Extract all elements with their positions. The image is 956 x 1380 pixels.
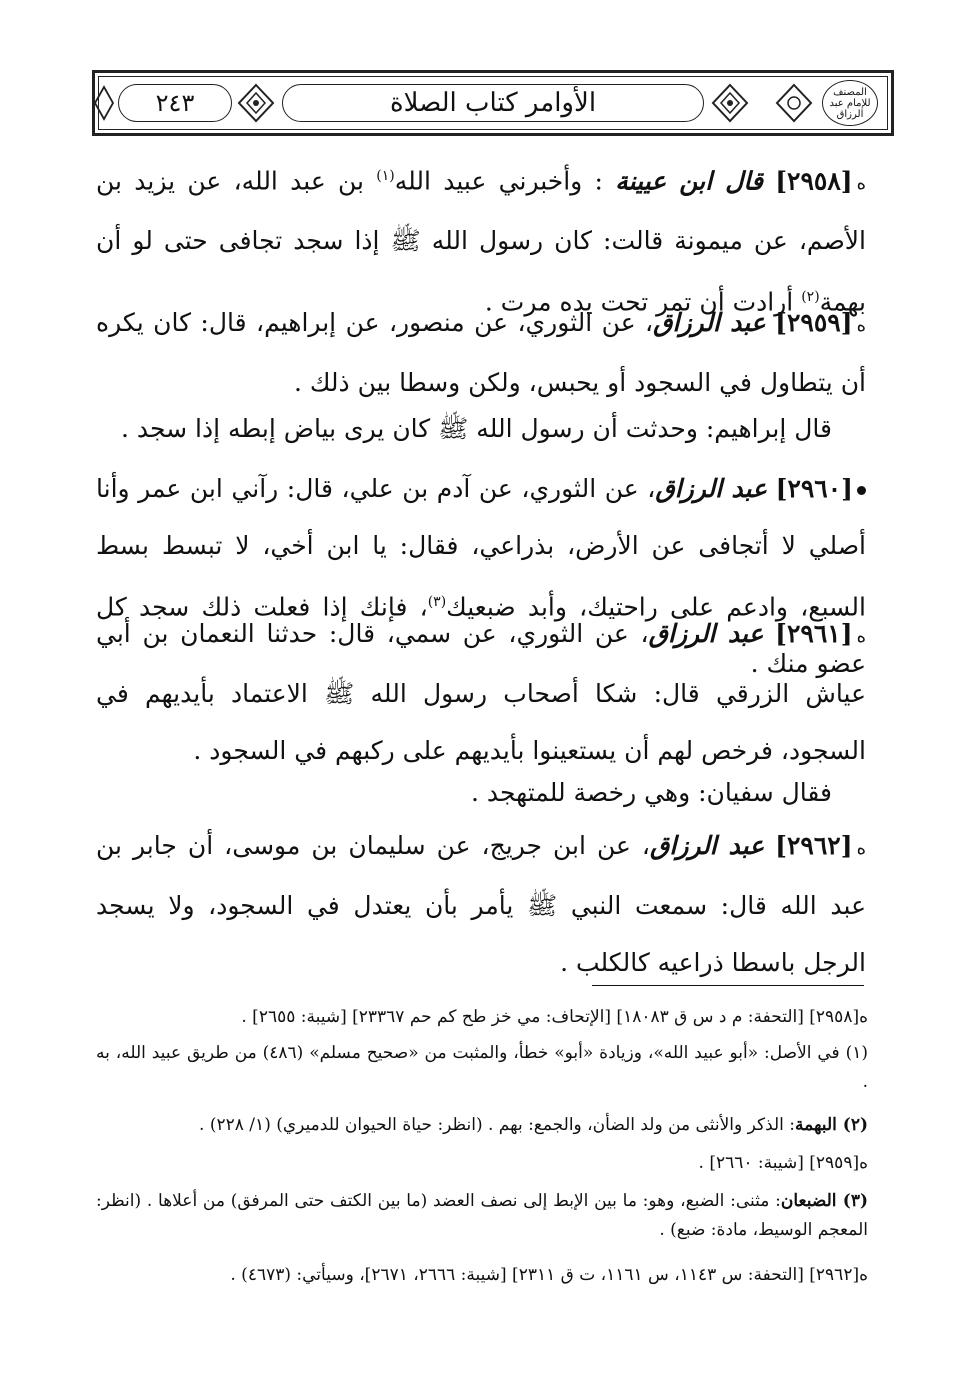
hadith-narrator: قال ابن عيينة [615, 166, 763, 196]
hadith-text: ، عن ابن جريج، عن سليمان بن موسى، أن جابر بن عبد الله قال: سمعت النبي ﷺ يأمر بأن يعتدل في السجود، ولا يسجد الرجل باسطا ذراعيه كالكلب . [96, 831, 866, 977]
footnote-ref: (٣) [427, 594, 447, 610]
hadith-text: أرادت أن تمر تحت يده مرت . [484, 287, 794, 317]
hadith-number: [٢٩٥٩] [775, 308, 853, 337]
footnote-2959: ه[٢٩٥٩] [شيبة: ٢٦٦٠] . [698, 1153, 868, 1173]
hadith-text: ، فإنك إذا فعلت ذلك سجد كل عضو منك . [96, 592, 866, 679]
header-ornament-icon [710, 82, 750, 124]
hadith-marker: ه [856, 173, 867, 195]
header-ornament-icon [236, 82, 276, 124]
footnote-label: (٢) البهمة [795, 1115, 868, 1135]
hadith-text: ، عن الثوري، عن سمي، قال: حدثنا النعمان بن أبي عياش الزرقي قال: شكا أصحاب رسول الله ﷺ الاعتماد بأيديهم في السجود، فرخص لهم أن يستعينوا بأيديهم على ركبهم في السجود . [96, 619, 866, 765]
page-number: ٢٤٣ [118, 84, 232, 122]
hadith-number: [٢٩٥٨] [775, 166, 853, 196]
hadith-marker: ه [856, 838, 866, 859]
footnote-text: : مثنى: الضبع، وهو: ما بين الإبط إلى نصف العضد (ما بين الكتف حتى المرفق) من أعلاها . (انظر: المعجم الوسيط، مادة: ضبع) . [96, 1191, 868, 1240]
footnote-label: (٣) الضبعان [780, 1191, 868, 1211]
footnote-text: : الذكر والأنثى من ولد الضأن، والجمع: بهم . (انظر: حياة الحيوان للدميري) (١/ ٢٢٨) . [199, 1115, 796, 1135]
logo-seal: المصنف للإمام عبد الرزاق [822, 80, 878, 126]
page-header [92, 70, 894, 136]
hadith-text: ، عن الثوري، عن منصور، عن إبراهيم، قال: كان يكره أن يتطاول في السجود أو يحبس، ولكن وسطا بين ذلك . [96, 308, 866, 397]
footnote-divider [592, 985, 864, 986]
hadith-marker: ه [856, 626, 866, 647]
hadith-text: : وأخبرني عبيد الله [394, 166, 603, 196]
hadith-continuation: فقال سفيان: وهي رخصة للمتهجد . [471, 778, 832, 807]
running-title: الأوامر كتاب الصلاة [282, 84, 704, 122]
hadith-narrator: عبد الرزاق [648, 619, 764, 648]
footnote-ref: (٢) [801, 289, 820, 306]
header-ornament-icon [774, 82, 814, 124]
hadith-number: [٢٩٦٠] [775, 474, 853, 503]
footnote-2958: ه[٢٩٥٨] [التحفة: م د س ق ١٨٠٨٣] [الإتحاف: مي خز طح كم حم ٢٣٣٦٧] [شيبة: ٢٦٥٥] . [241, 1007, 868, 1027]
footnote-3 [96, 1187, 868, 1245]
hadith-text: ، عن الثوري، عن آدم بن علي، قال: رآني ابن عمر وأنا أصلي لا أتجافى عن الأرض، بذراعي، فقال: يا ابن أخي، لا تبسط بسط السبع، وادعم على راحتيك، وأبد ضبعيك [96, 474, 866, 622]
footnote-2 [96, 1111, 868, 1140]
hadith-marker: ه [856, 315, 866, 336]
hadith-text: بن عبد الله، عن يزيد بن الأصم، عن ميمونة قالت: كان رسول الله ﷺ إذا سجد تجافى حتى لو أن بهمة [96, 166, 866, 317]
header-ornament-icon [92, 82, 116, 124]
hadith-2962 [96, 817, 866, 991]
hadith-2961 [96, 605, 866, 779]
bullet-icon [857, 486, 866, 495]
hadith-continuation: قال إبراهيم: وحدثت أن رسول الله ﷺ كان يرى بياض إبطه إذا سجد . [120, 414, 832, 443]
hadith-2959 [96, 294, 866, 411]
footnote-ref: (١) [376, 168, 395, 184]
hadith-number: [٢٩٦٢] [775, 831, 853, 860]
hadith-narrator: عبد الرزاق [653, 308, 766, 337]
hadith-narrator: عبد الرزاق [655, 474, 768, 503]
footnote-1: (١) في الأصل: «أبو عبيد الله»، وزيادة «أبو» خطأ، والمثبت من «صحيح مسلم» (٤٨٦) من طريق عبيد الله، به . [96, 1043, 868, 1092]
hadith-number: [٢٩٦١] [775, 619, 853, 648]
hadith-narrator: عبد الرزاق [649, 831, 765, 860]
footnote-2962: ه[٢٩٦٢] [التحفة: س ١١٤٣، س ١١٦١، ت ق ٢٣١١] [شيبة: ٢٦٦٦، ٢٦٧١]، وسيأتي: (٤٦٧٣) . [230, 1265, 868, 1285]
